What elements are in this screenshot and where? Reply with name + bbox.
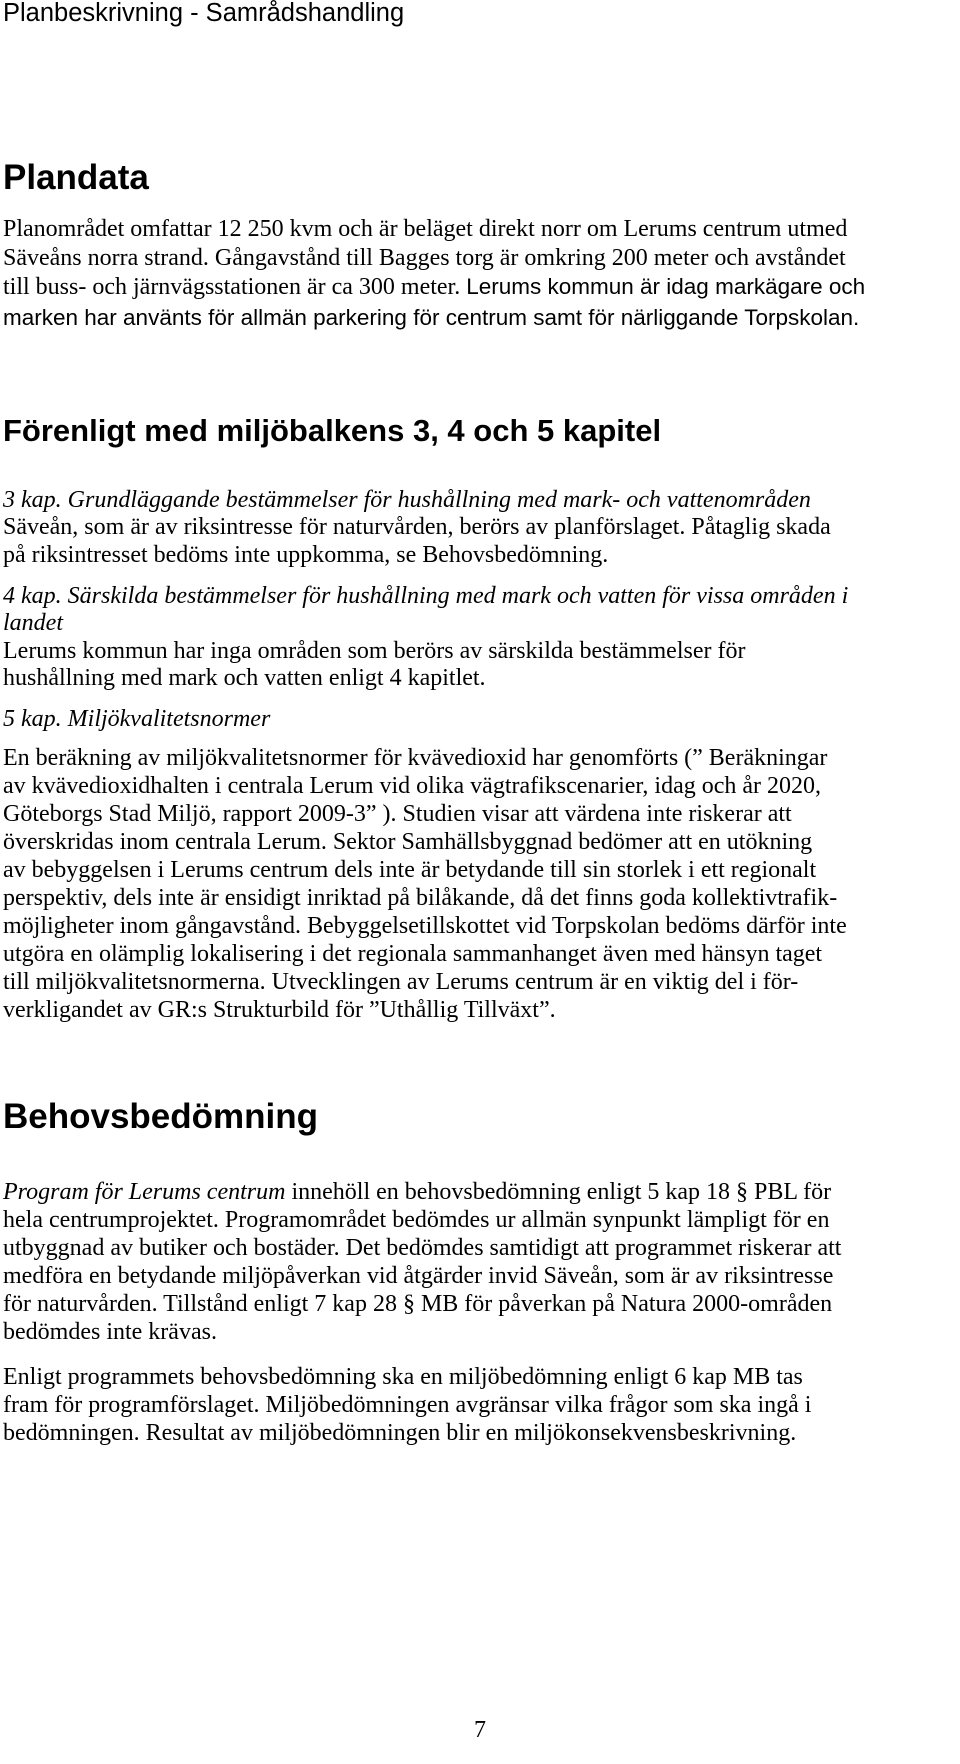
paragraph-line: överskridas inom centrala Lerum. Sektor Samhällsbyggnad bedömer att en utökning: [3, 829, 813, 855]
paragraph-line: bedömdes inte krävas.: [3, 1319, 217, 1345]
program-title: Program för Lerums centrum: [3, 1179, 286, 1205]
chapter-title-5: 5 kap. Miljökvalitetsnormer: [3, 706, 271, 732]
paragraph-line: En beräkning av miljökvalitetsnormer för kvävedioxid har genomförts (” Beräkningar: [3, 745, 828, 771]
paragraph-line: fram för programförslaget. Miljöbedömningen avgränsar vilka frågor som ska ingå i: [3, 1392, 812, 1418]
paragraph-line: perspektiv, dels inte är ensidigt inriktad på bilåkande, då det finns goda kollektivtrafik-: [3, 885, 838, 911]
paragraph-line: Enligt programmets behovsbedömning ska en miljöbedömning enligt 6 kap MB tas: [3, 1364, 803, 1390]
paragraph-line: verkligandet av GR:s Strukturbild för ”Uthållig Tillväxt”.: [3, 997, 556, 1023]
chapter-title-3: 3 kap. Grundläggande bestämmelser för hushållning med mark- och vattenområden: [3, 487, 811, 513]
paragraph-line-part: till buss- och järnvägsstationen är ca 300 meter.: [3, 274, 461, 300]
section-heading-behovsbedomning: Behovsbedömning: [3, 1097, 319, 1136]
paragraph-line: hushållning med mark och vatten enligt 4 kapitlet.: [3, 665, 486, 691]
paragraph-line: [3, 1179, 831, 1206]
paragraph-line: [3, 274, 865, 301]
section-heading-plandata: Plandata: [3, 158, 149, 197]
paragraph-line-part: Lerums kommun är idag markägare och: [466, 274, 866, 299]
document-header: Planbeskrivning - Samrådshandling: [3, 0, 405, 27]
paragraph-line: Planområdet omfattar 12 250 kvm och är beläget direkt norr om Lerums centrum utmed: [3, 216, 848, 242]
paragraph-line: på riksintresset bedöms inte uppkomma, se Behovsbedömning.: [3, 542, 609, 568]
chapter-title-4: 4 kap. Särskilda bestämmelser för hushållning med mark och vatten för vissa områden i: [3, 583, 849, 609]
paragraph-line: Lerums kommun har inga områden som berörs av särskilda bestämmelser för: [3, 638, 746, 664]
paragraph-line: Göteborgs Stad Miljö, rapport 2009-3” ). Studien visar att värdena inte riskerar att: [3, 801, 792, 827]
paragraph-line: medföra en betydande miljöpåverkan vid åtgärder invid Säveån, som är av riksintresse: [3, 1263, 834, 1289]
chapter-title-4-continued: landet: [3, 610, 63, 636]
paragraph-line: möjligheter inom gångavstånd. Bebyggelsetillskottet vid Torpskolan bedöms därför inte: [3, 913, 847, 939]
paragraph-line: till miljökvalitetsnormerna. Utvecklingen av Lerums centrum är en viktig del i för-: [3, 969, 799, 995]
page-number: 7: [474, 1717, 486, 1743]
paragraph-line: marken har använts för allmän parkering för centrum samt för närliggande Torpskolan.: [3, 305, 860, 330]
section-heading-miljobalken: Förenligt med miljöbalkens 3, 4 och 5 kapitel: [3, 413, 662, 448]
paragraph-line: för naturvården. Tillstånd enligt 7 kap 28 § MB för påverkan på Natura 2000-områden: [3, 1291, 833, 1317]
paragraph-line-part: innehöll en behovsbedömning enligt 5 kap 18 § PBL för: [285, 1179, 832, 1205]
paragraph-line: Säveåns norra strand. Gångavstånd till Bagges torg är omkring 200 meter och avståndet: [3, 245, 846, 271]
paragraph-line: Säveån, som är av riksintresse för naturvården, berörs av planförslaget. Påtaglig skada: [3, 514, 831, 540]
paragraph-line: utgöra en olämplig lokalisering i det regionala sammanhanget även med hänsyn taget: [3, 941, 823, 967]
paragraph-line: bedömningen. Resultat av miljöbedömningen blir en miljökonsekvensbeskrivning.: [3, 1420, 797, 1446]
paragraph-line: av kvävedioxidhalten i centrala Lerum vid olika vägtrafikscenarier, idag och år 2020,: [3, 773, 822, 799]
paragraph-line: hela centrumprojektet. Programområdet bedömdes ur allmän synpunkt lämpligt för en: [3, 1207, 830, 1233]
paragraph-line: utbyggnad av butiker och bostäder. Det bedömdes samtidigt att programmet riskerar att: [3, 1235, 842, 1261]
paragraph-line: av bebyggelsen i Lerums centrum dels inte är betydande till sin storlek i ett regionalt: [3, 857, 817, 883]
